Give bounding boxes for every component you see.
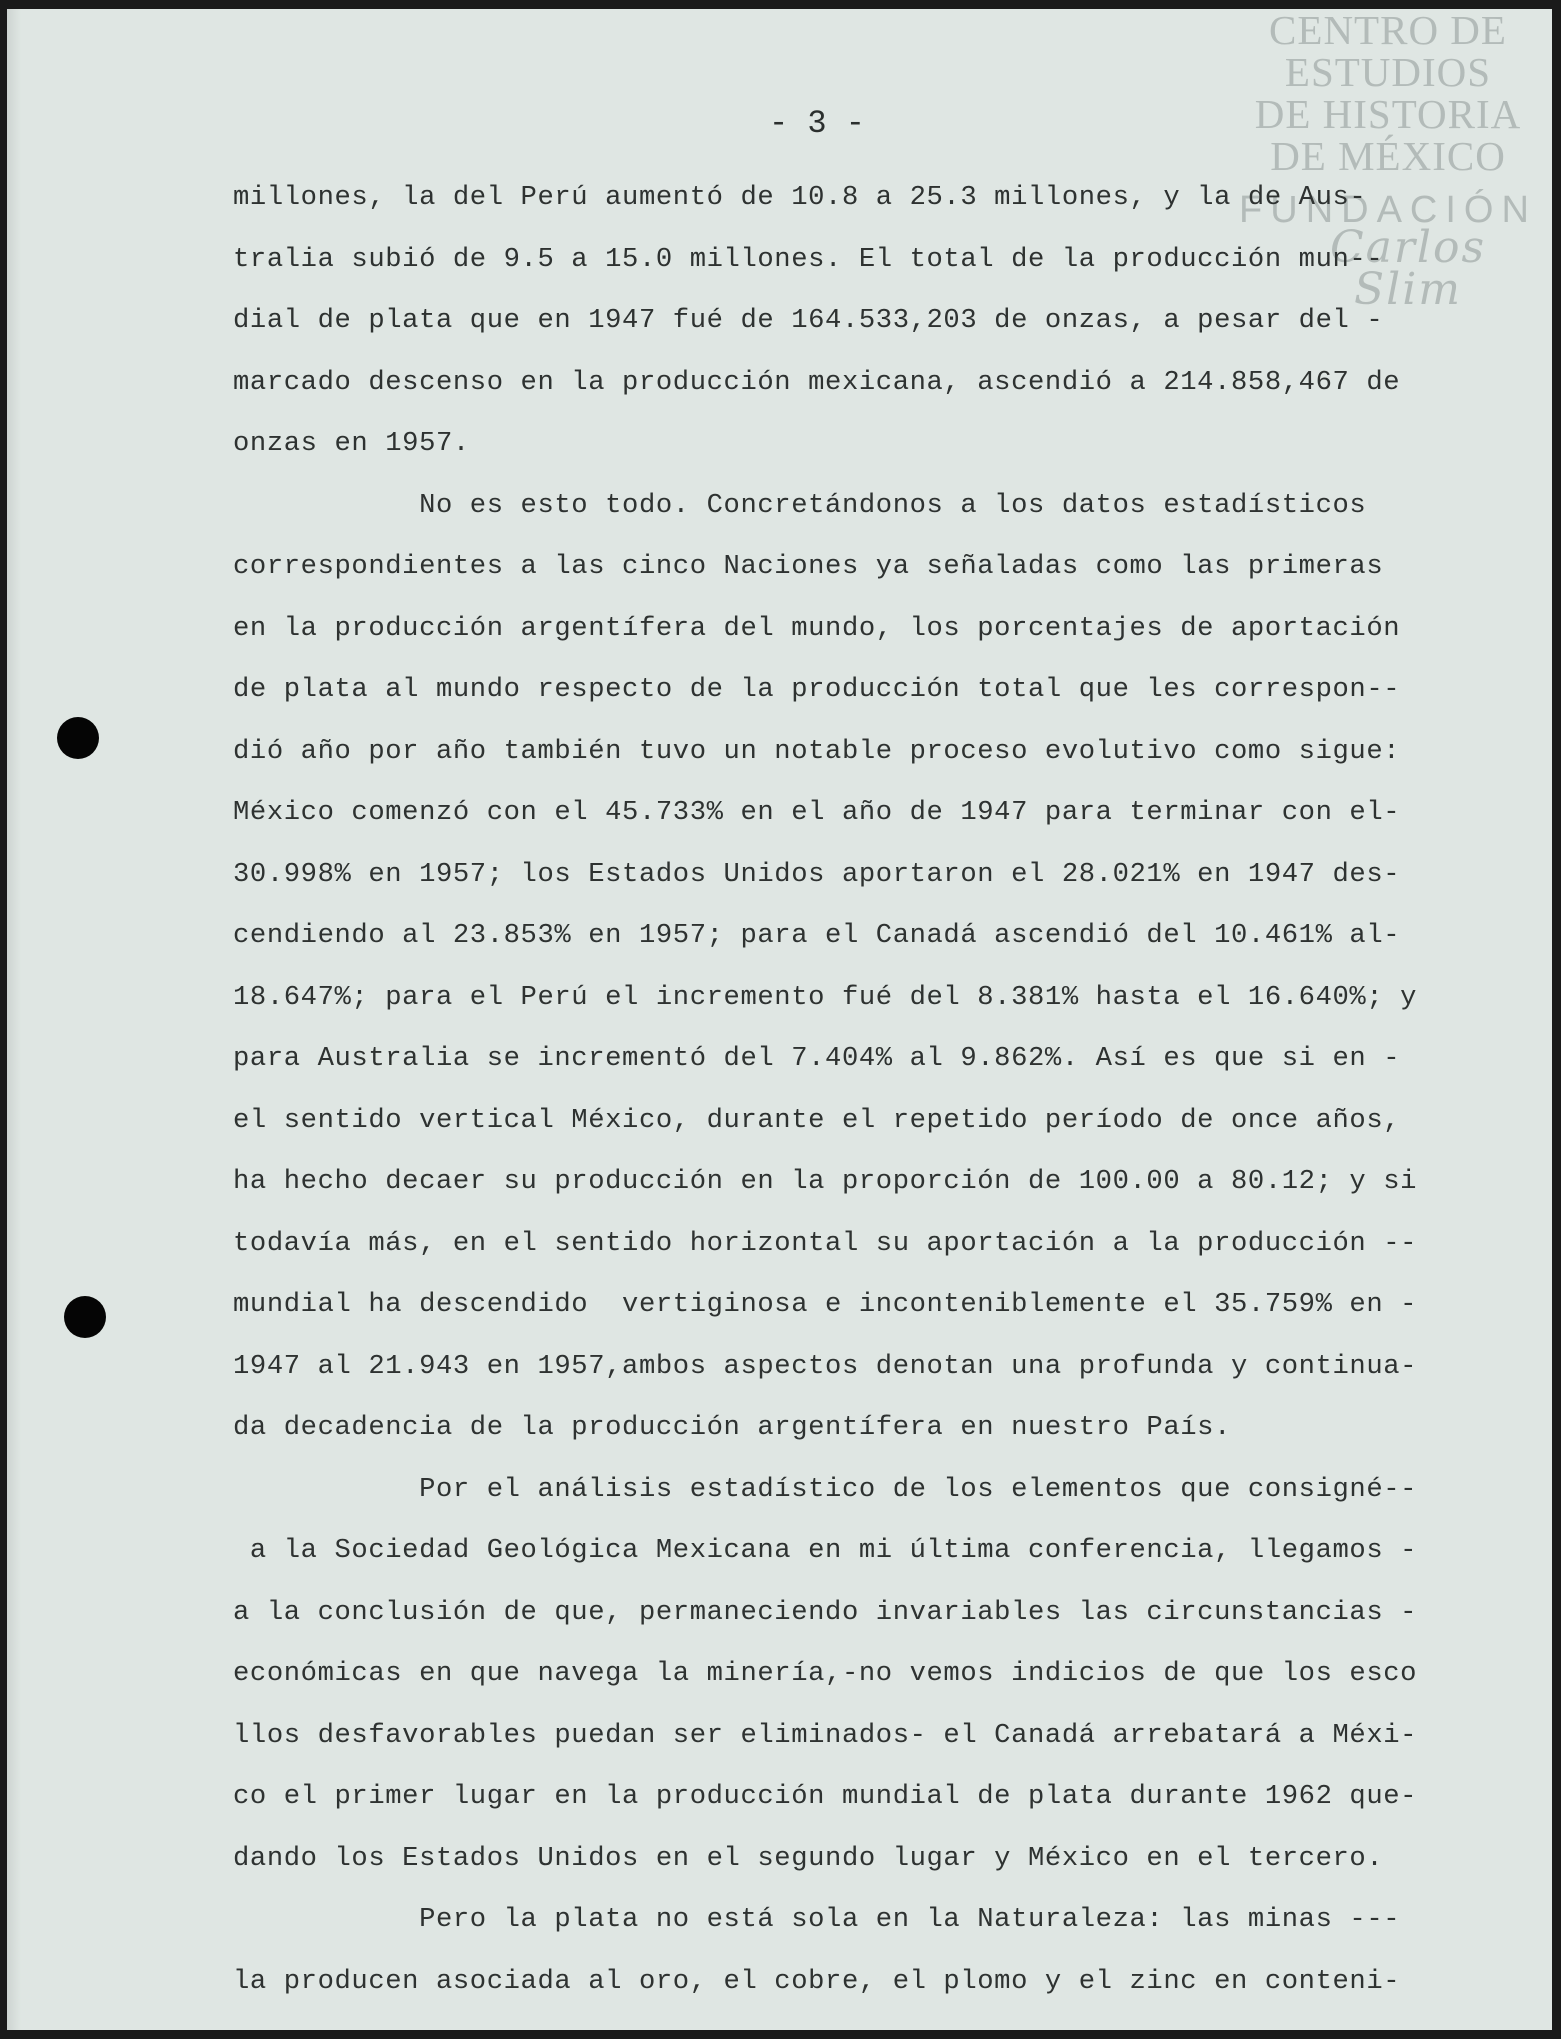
text-line: co el primer lugar en la producción mundial de plata durante 1962 que- — [233, 1781, 1418, 1812]
page-number: - 3 - — [768, 105, 865, 142]
text-line: tralia subió de 9.5 a 15.0 millones. El total de la producción mun-- — [233, 243, 1384, 275]
watermark-foundation: FUNDACIÓN — [1239, 189, 1537, 231]
text-line: ha hecho decaer su producción en la proporción de 100.00 a 80.12; y si — [233, 1166, 1418, 1197]
text-line: México comenzó con el 45.733% en el año de 1947 para terminar con el- — [233, 797, 1401, 828]
text-line: para Australia se incrementó del 7.404% al 9.862%. Así es que si en - — [233, 1043, 1401, 1074]
text-line: dando los Estados Unidos en el segundo lugar y México en el tercero. — [233, 1842, 1384, 1874]
text-line: en la producción argentífera del mundo, los porcentajes de aportación — [233, 612, 1401, 644]
text-line: la producen asociada al oro, el cobre, el plomo y el zinc en conteni- — [233, 1965, 1401, 1997]
watermark-line: DE MÉXICO — [1270, 133, 1506, 179]
page-edge-shadow — [7, 9, 21, 2030]
binder-hole — [57, 717, 99, 759]
text-line: de plata al mundo respecto de la producción total que les correspon-- — [233, 674, 1401, 705]
text-line: correspondientes a las cinco Naciones ya señaladas como las primeras — [233, 551, 1384, 582]
watermark-line: CENTRO DE — [1269, 9, 1507, 53]
text-line: 1947 al 21.943 en 1957,ambos aspectos denotan una profunda y continua- — [233, 1350, 1418, 1382]
text-line: el sentido vertical México, durante el repetido período de once años, — [233, 1104, 1401, 1136]
text-line: Pero la plata no está sola en la Naturaleza: las minas --- — [233, 1904, 1401, 1935]
typed-text-body — [233, 167, 1533, 2012]
text-line: 30.998% en 1957; los Estados Unidos aportaron el 28.021% en 1947 des- — [233, 858, 1401, 890]
text-line: económicas en que navega la minería,-no vemos indicios de que los esco — [233, 1658, 1418, 1689]
text-line: a la conclusión de que, permaneciendo invariables las circunstancias - — [233, 1596, 1418, 1628]
text-line: a la Sociedad Geológica Mexicana en mi última conferencia, llegamos - — [233, 1535, 1418, 1566]
text-line: llos desfavorables puedan ser eliminados- el Canadá arrebatará a Méxi- — [233, 1719, 1418, 1751]
text-line: No es esto todo. Concretándonos a los datos estadísticos — [233, 489, 1367, 521]
text-line: marcado descenso en la producción mexicana, ascendió a 214.858,467 de — [233, 366, 1401, 398]
text-line: da decadencia de la producción argentífera en nuestro País. — [233, 1412, 1231, 1443]
watermark-signature: Carlos Slim — [1329, 222, 1487, 315]
watermark-line: DE HISTORIA — [1254, 91, 1522, 137]
text-line: Por el análisis estadístico de los elementos que consigné-- — [233, 1473, 1418, 1505]
watermark-line: ESTUDIOS — [1284, 49, 1492, 95]
text-line: mundial ha descendido vertiginosa e inconteniblemente el 35.759% en - — [233, 1289, 1418, 1320]
text-line: dió año por año también tuvo un notable proceso evolutivo como sigue: — [233, 735, 1401, 767]
text-line: dial de plata que en 1947 fué de 164.533,203 de onzas, a pesar del - — [233, 305, 1384, 336]
text-line: onzas en 1957. — [233, 428, 470, 459]
text-line: 18.647%; para el Perú el incremento fué del 8.381% hasta el 16.640%; y — [233, 981, 1418, 1013]
text-line: millones, la del Perú aumentó de 10.8 a 25.3 millones, y la de Aus- — [233, 182, 1367, 213]
text-line: cendiendo al 23.853% en 1957; para el Canadá ascendió del 10.461% al- — [233, 920, 1401, 951]
document-page — [7, 9, 1552, 2030]
text-line: todavía más, en el sentido horizontal su aportación a la producción -- — [233, 1227, 1418, 1259]
binder-hole — [64, 1296, 106, 1338]
